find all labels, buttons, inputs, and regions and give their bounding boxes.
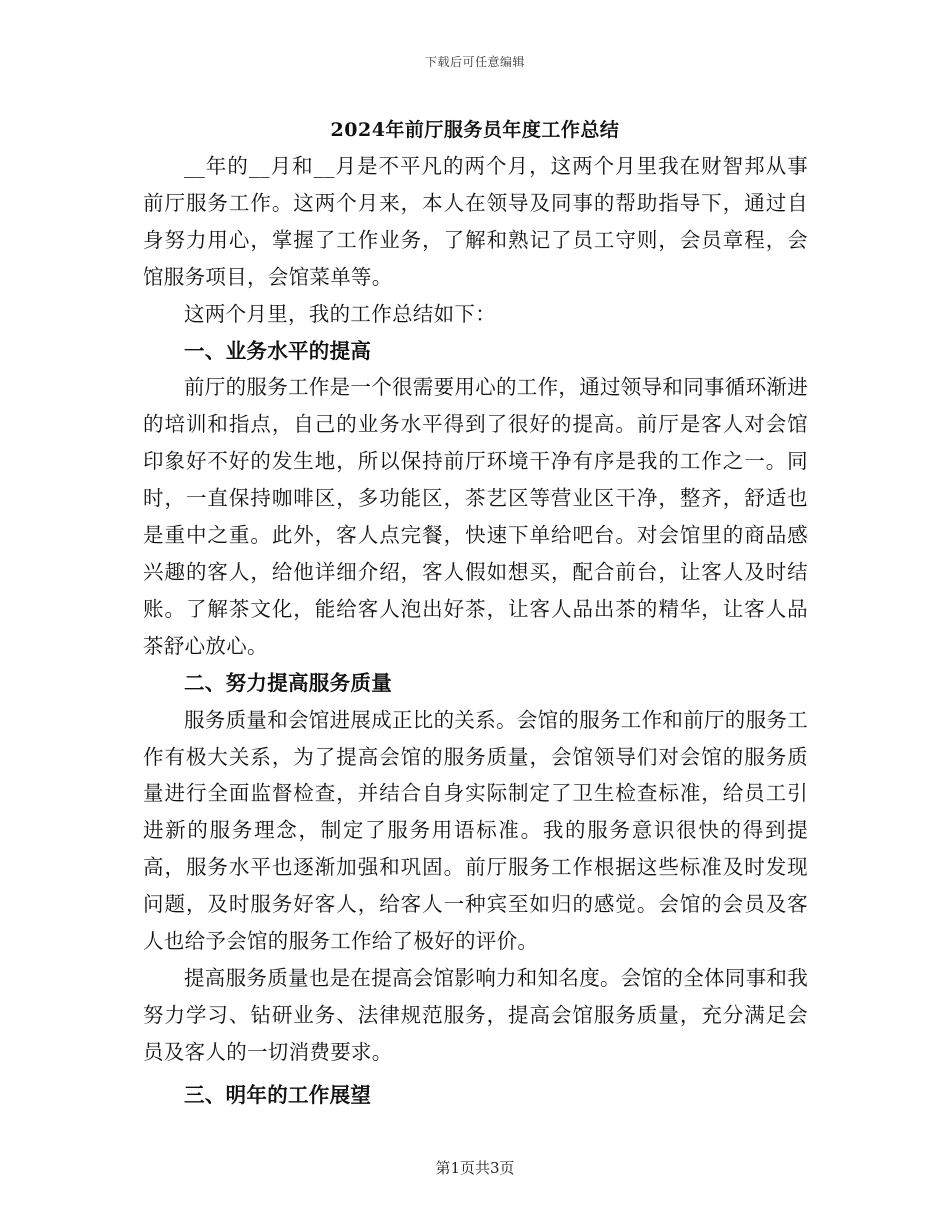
section2-paragraph-1: 服务质量和会馆进展成正比的关系。会馆的服务工作和前厅的服务工作有极大关系，为了提高会馆的服务质量，会馆领导们对会馆的服务质量进行全面监督检查，并结合自身实际制定了卫生检查标准，给员工引进新的服务理念，制定了服务用语标准。我的服务意识很快的得到提高，服务水平也逐渐加强和巩固。前厅服务工作根据这些标准及时发现问题，及时服务好客人，给客人一种宾至如归的感觉。会馆的会员及客人也给予会馆的服务工作给了极好的评价。 (143, 707, 808, 954)
intro-paragraph: __年的__月和__月是不平凡的两个月，这两个月里我在财智邦从事前厅服务工作。这两个月来，本人在领导及同事的帮助指导下，通过自身努力用心，掌握了工作业务，了解和熟记了员工守则，会员章程，会馆服务项目，会馆菜单等。 (143, 154, 808, 289)
header-note: 下载后可任意编辑 (424, 55, 525, 69)
section-heading-3: 三、明年的工作展望 (184, 1082, 372, 1107)
section2-paragraph-2: 提高服务质量也是在提高会馆影响力和知名度。会馆的全体同事和我努力学习、钻研业务、法律规范服务，提高会馆服务质量，充分满足会员及客人的一切消费要求。 (143, 965, 808, 1064)
page-number: 第1页共3页 (435, 1159, 515, 1177)
section-heading-1: 一、业务水平的提高 (184, 338, 372, 363)
section1-paragraph: 前厅的服务工作是一个很需要用心的工作，通过领导和同事循环渐进的培训和指点，自己的业务水平得到了很好的提高。前厅是客人对会馆印象好不好的发生地，所以保持前厅环境干净有序是我的工作之一。同时，一直保持咖啡区，多功能区，茶艺区等营业区干净，整齐，舒适也是重中之重。此外，客人点完餐，快速下单给吧台。对会馆里的商品感兴趣的客人，给他详细介绍，客人假如想买，配合前台，让客人及时结账。了解茶文化，能给客人泡出好茶，让客人品出茶的精华，让客人品茶舒心放心。 (143, 375, 808, 658)
document-body (143, 148, 808, 1114)
summary-intro-paragraph: 这两个月里，我的工作总结如下： (184, 301, 496, 326)
section-heading-2: 二、努力提高服务质量 (184, 670, 392, 695)
document-title: 2024年前厅服务员年度工作总结 (330, 119, 620, 141)
